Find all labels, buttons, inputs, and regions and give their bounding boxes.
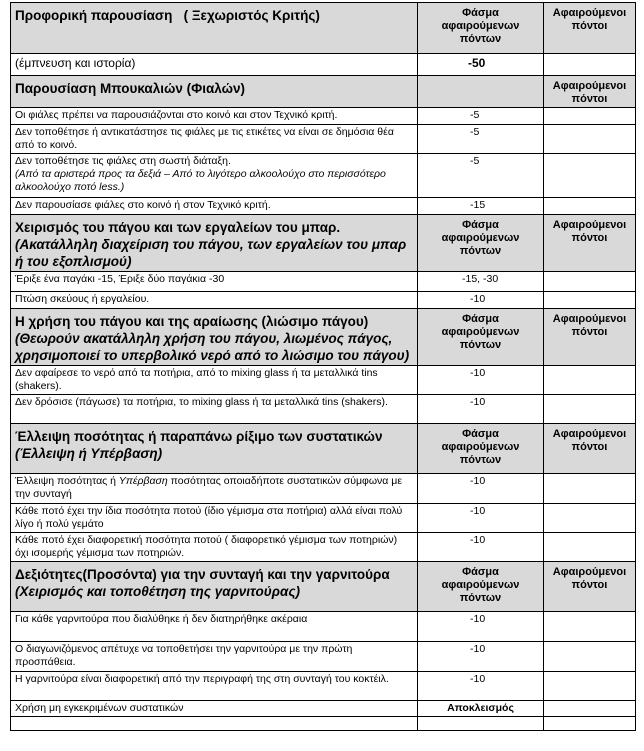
row-range: -5: [418, 154, 544, 198]
row-deducted-input[interactable]: [544, 198, 636, 215]
table-row: [11, 292, 636, 309]
row-range: -50: [418, 54, 544, 76]
section-title: Χειρισμός του πάγου και των εργαλείων του μπαρ.: [15, 220, 341, 235]
row-range: -15, -30: [418, 272, 544, 292]
row-range: -10: [418, 672, 544, 701]
row-deducted-input[interactable]: [544, 672, 636, 701]
range-header: Φάσμα αφαιρούμενων πόντων: [418, 309, 544, 366]
range-header: Φάσμα αφαιρούμενων πόντων: [418, 215, 544, 272]
table-row: [11, 504, 636, 533]
row-range: -10: [418, 533, 544, 562]
deductions-sheet: [10, 2, 635, 731]
section-subtitle: (Θεωρούν ακατάλληλη χρήση του πάγου, λιωμένος πάγος, χρησιμοποιεί το υπερβολικό νερό από το λιώσιμο του πάγου): [15, 331, 410, 363]
row-range: -10: [418, 395, 544, 424]
row-range: -10: [418, 504, 544, 533]
table-row: [11, 642, 636, 672]
deducted-header: Αφαιρούμενοι πόντοι: [544, 309, 636, 366]
row-text: Ο διαγωνιζόμενος απέτυχε να τοποθετήσει την γαρνιτούρα με την πρώτη προσπάθεια.: [11, 642, 418, 672]
section-header-quantity: [11, 424, 636, 474]
table-row: [11, 672, 636, 701]
row-deducted-input[interactable]: [544, 272, 636, 292]
row-note: (Από τα αριστερά προς τα δεξιά – Από το λιγότερο αλκοολούχο στο περισσότερο αλκοολούχο ποτό less.): [15, 168, 386, 193]
table-row-empty: [11, 717, 636, 731]
row-text: Για κάθε γαρνιτούρα που διαλύθηκε ή δεν διατηρήθηκε ακέραια: [11, 612, 418, 642]
section-subtitle: (Ακατάλληλη διαχείριση του πάγου, των εργαλείων του μπαρ ή του εξοπλισμού): [15, 237, 407, 269]
table-row: [11, 701, 636, 717]
row-deducted-input[interactable]: [544, 395, 636, 424]
section-title-cell: [11, 215, 418, 272]
deducted-header: Αφαιρούμενοι πόντοι: [544, 3, 636, 54]
row-deducted-input[interactable]: [544, 533, 636, 562]
section-title-note: ( Ξεχωριστός Κριτής): [183, 8, 320, 23]
row-deducted-input[interactable]: [544, 612, 636, 642]
table-row: [11, 366, 636, 395]
table-row: [11, 272, 636, 292]
row-deducted-input[interactable]: [544, 504, 636, 533]
range-header: Φάσμα αφαιρούμενων πόντων: [418, 3, 544, 54]
section-header-garnish: [11, 562, 636, 612]
row-deducted-input[interactable]: [544, 366, 636, 395]
row-deducted-input[interactable]: [544, 701, 636, 717]
row-deducted-input[interactable]: [544, 474, 636, 504]
deducted-header: Αφαιρούμενοι πόντοι: [544, 215, 636, 272]
row-text: Δεν παρουσίασε φιάλες στο κοινό ή στον Τεχνικό κριτή.: [11, 198, 418, 215]
row-range: -15: [418, 198, 544, 215]
table-row: [11, 474, 636, 504]
row-text: (έμπνευση και ιστορία): [11, 54, 418, 76]
row-text: Δεν αφαίρεσε το νερό από τα ποτήρια, από το mixing glass ή τα μεταλλικά tins (shakers).: [11, 366, 418, 395]
deducted-header: Αφαιρούμενοι πόντοι: [544, 562, 636, 612]
row-deducted-input[interactable]: [544, 292, 636, 309]
range-header: Φάσμα αφαιρούμενων πόντων: [418, 562, 544, 612]
row-deducted-input[interactable]: [544, 642, 636, 672]
row-text: Έριξε ένα παγάκι -15, Έριξε δύο παγάκια -30: [11, 272, 418, 292]
row-range: -5: [418, 125, 544, 154]
row-range: -10: [418, 612, 544, 642]
row-deducted-input[interactable]: [544, 108, 636, 125]
section-header-bottle-presentation: [11, 76, 636, 108]
deducted-header: Αφαιρούμενοι πόντοι: [544, 424, 636, 474]
row-range: -10: [418, 474, 544, 504]
row-text: Δεν τοποθέτησε τις φιάλες στη σωστή διάταξη.: [15, 155, 231, 167]
section-subtitle: (Έλλειψη ή Υπέρβαση): [15, 446, 163, 461]
section-header-ice-and-tools: [11, 215, 636, 272]
table-row: [11, 198, 636, 215]
row-range: Αποκλεισμός: [418, 701, 544, 717]
table-row: [11, 54, 636, 76]
row-text: Πτώση σκεύους ή εργαλείου.: [11, 292, 418, 309]
section-header-ice-dilution: [11, 309, 636, 366]
table-row: [11, 395, 636, 424]
row-text: Δεν δρόσισε (πάγωσε) τα ποτήρια, το mixing glass ή τα μεταλλικά tins (shakers).: [11, 395, 418, 424]
deductions-table: [10, 2, 636, 731]
section-title: Δεξιότητες(Προσόντα) για την συνταγή και την γαρνιτούρα: [15, 567, 390, 582]
row-text: Κάθε ποτό έχει διαφορετική ποσότητα ποτού ( διαφορετικό γέμισμα των ποτηριών) όχι ισομερής γέμισμα των ποτηριών.: [11, 533, 418, 562]
deducted-header: Αφαιρούμενοι πόντοι: [544, 76, 636, 108]
table-row: [11, 108, 636, 125]
section-title: Προφορική παρουσίαση: [15, 8, 173, 23]
row-range: -10: [418, 366, 544, 395]
row-range: -5: [418, 108, 544, 125]
table-row: [11, 612, 636, 642]
table-row: [11, 154, 636, 198]
row-deducted-input[interactable]: [544, 54, 636, 76]
row-deducted-input[interactable]: [544, 717, 636, 731]
row-text-cell: Έλλειψη ποσότητας ή Υπέρβαση ποσότητας οποιαδήποτε συστατικών σύμφωνα με την συνταγή: [11, 474, 418, 504]
row-range: -10: [418, 642, 544, 672]
table-row: [11, 125, 636, 154]
row-text: Χρήση μη εγκεκριμένων συστατικών: [11, 701, 418, 717]
row-text: Η γαρνιτούρα είναι διαφορετική από την περιγραφή της στη συνταγή του κοκτέιλ.: [11, 672, 418, 701]
row-text: Οι φιάλες πρέπει να παρουσιάζονται στο κοινό και στον Τεχνικό κριτή.: [11, 108, 418, 125]
section-title-cell: [11, 424, 418, 474]
section-title-cell: [11, 309, 418, 366]
row-deducted-input[interactable]: [544, 125, 636, 154]
row-text: Δεν τοποθέτησε ή αντικατάστησε τις φιάλες με τις ετικέτες να είναι σε δημόσια θέα από το κοινό.: [11, 125, 418, 154]
section-header-oral-presentation: [11, 3, 636, 54]
row-deducted-input[interactable]: [544, 154, 636, 198]
row-range: -10: [418, 292, 544, 309]
row-text-cell: [11, 154, 418, 198]
section-subtitle: (Χειρισμός και τοποθέτηση της γαρνιτούρας): [15, 584, 300, 599]
range-header: Φάσμα αφαιρούμενων πόντων: [418, 424, 544, 474]
section-title: Παρουσίαση Μπουκαλιών (Φιαλών): [11, 76, 418, 108]
section-title-cell: [11, 3, 418, 54]
table-row: [11, 533, 636, 562]
row-text: Κάθε ποτό έχει την ίδια ποσότητα ποτού (ίδιο γέμισμα στα ποτήρια) αλλά είναι πολύ λίγο ή πολύ γεμάτο: [11, 504, 418, 533]
section-title-cell: [11, 562, 418, 612]
section-title: Έλλειψη ποσότητας ή παραπάνω ρίξιμο των συστατικών: [15, 429, 383, 444]
section-title: Η χρήση του πάγου και της αραίωσης (λιώσιμο πάγου): [15, 314, 369, 329]
